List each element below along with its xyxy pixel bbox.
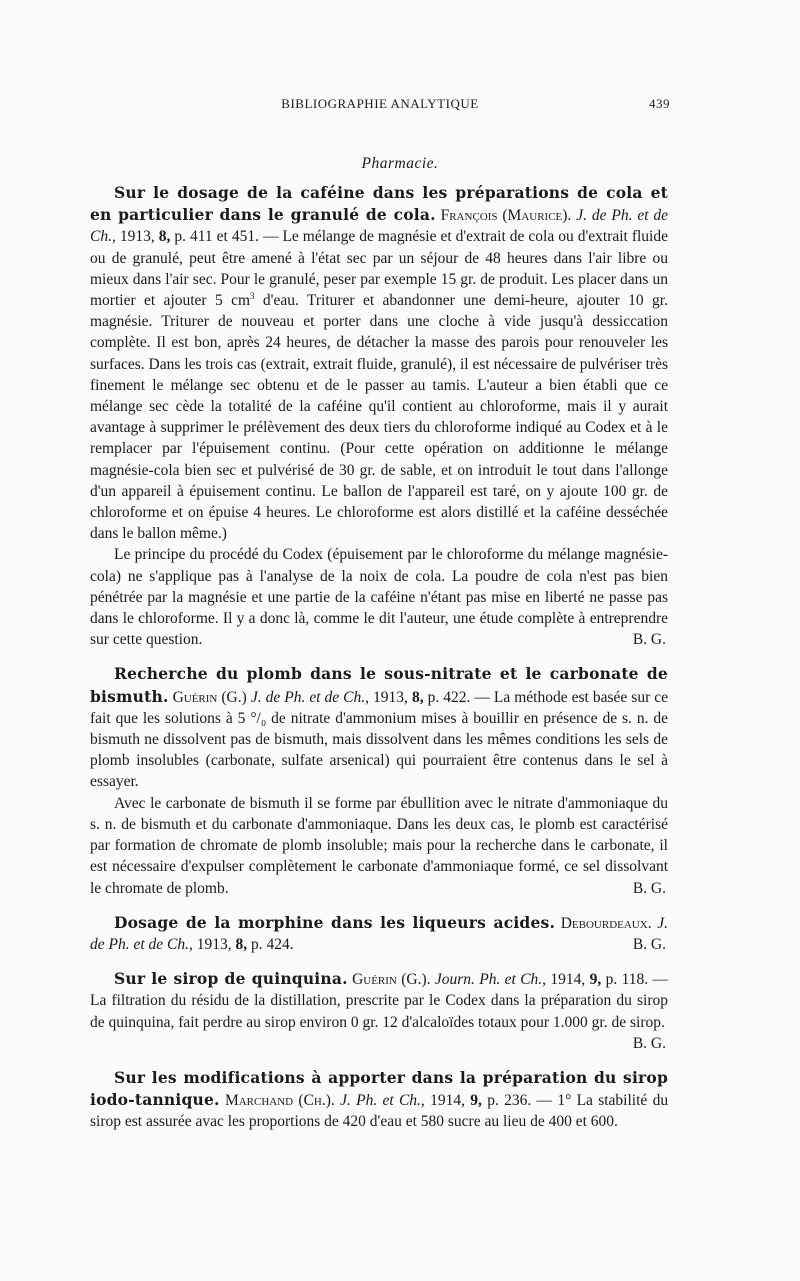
entry-title: Sur les modifications à apporter dans la préparation du sirop iodo-tannique. xyxy=(90,1067,668,1110)
entry-year: 1914, xyxy=(550,971,586,989)
page-number: 439 xyxy=(649,96,670,111)
running-title: BIBLIOGRAPHIE ANALYTIQUE xyxy=(281,96,479,111)
entry-volume: 9, xyxy=(589,971,602,989)
entry-journal: J. de Ph. et de Ch., xyxy=(250,688,370,706)
entry-pages: p. 118. xyxy=(605,971,649,989)
entry-paragraph xyxy=(90,182,668,544)
entry-morphine xyxy=(90,912,668,955)
entry-pages: p. 424. xyxy=(251,935,294,953)
entry-text: — La méthode est basée sur ce fait que les solutions à 5 °/₀ de nitrate d'ammonium mises à bouillir en présence de s. n. de bismuth ne dissolvent pas de bismuth, mais dissolvent dans les mêmes conditions les sels de plomb insolubles (carbonate, sulfate arsenical) qui pourraient être contenus dans le sel à essayer. xyxy=(90,688,669,791)
entry-pages: p. 411 et 451. xyxy=(174,228,259,246)
entry-text: — Le mélange de magnésie et d'extrait de cola ou d'extrait fluide ou de granulé, peut être amené à l'état sec par un séjour de 48 heures dans l'air libre ou mieux dans l'air sec. Pour le granulé, peser par exemple 15 gr. de produit. Les placer dans un mortier et ajouter 5 cm xyxy=(90,228,668,310)
entry-pages: p. 422. xyxy=(427,688,471,706)
entry-year: 1913, xyxy=(196,935,232,953)
entry-pages: p. 236. xyxy=(487,1092,532,1110)
entry-volume: 8, xyxy=(235,935,248,953)
entry-volume: 9, xyxy=(470,1092,482,1110)
entry-year: 1913, xyxy=(119,228,155,246)
entry-volume: 8, xyxy=(411,688,424,706)
entry-journal: J. de Ph. et de Ch., xyxy=(90,207,669,246)
entry-paragraph xyxy=(90,968,669,1052)
entry-caffeine-cola xyxy=(90,182,668,650)
entry-author: Guérin (G.). xyxy=(352,971,431,989)
entry-author: Debourdeaux. xyxy=(560,914,652,932)
entry-text: Avec le carbonate de bismuth il se forme par ébullition avec le nitrate d'ammoniaque du s. n. de bismuth et du carbonate d'ammoniaque. Dans les deux cas, le plomb est caractérisé par formation de chromate de plomb insoluble; mais pour la recherche dans le carbonate, il est nécessaire d'expulser complètement le carbonate d'ammoniaque formé, ce sel dissolvant le chromate de plomb. xyxy=(90,794,668,897)
entry-title: Sur le sirop de quinquina. xyxy=(114,969,348,989)
entry-iodo-tannique xyxy=(90,1067,668,1133)
entry-title: Dosage de la morphine dans les liqueurs acides. xyxy=(114,912,556,932)
entry-year: 1914, xyxy=(430,1092,465,1110)
entry-author: Marchand (Ch.). xyxy=(224,1092,335,1110)
entry-signature: B. G. xyxy=(632,631,666,649)
entry-year: 1913, xyxy=(373,688,408,706)
entry-text: — 1° La stabilité du sirop est assurée avac les proportions de 420 d'eau et 580 sucre au lieu de 400 et 600. xyxy=(90,1092,669,1131)
entry-signature: B. G. xyxy=(632,879,666,897)
entry-paragraph xyxy=(90,544,668,650)
entry-title: Recherche du plomb dans le sous-nitrate et le carbonate de bismuth. xyxy=(90,664,668,706)
entry-paragraph xyxy=(90,663,668,792)
entry-text: d'eau. Triturer et abandonner une demi-heure, ajouter 10 gr. magnésie. Triturer de nouveau et porter dans une cloche à vide jusqu'à dessiccation complète. Il est bon, après 24 heures, de détacher la masse des parois pour renouveler les surfaces. Dans les trois cas (extrait, extrait fluide, granulé), il est nécessaire de pulvériser très finement le mélange sec obtenu et de le passer au tamis. L'auteur a bien établi que ce mélange sec cède la totalité de la caféine qu'il contient au chloroforme, mais il y aurait avantage à supprimer le prélèvement des deux tiers du chloroforme indiqué au Codex et à le remplacer par l'épuisement continu. (Pour cette opération on additionne le mélange magnésie-cola bien sec et pulvérisé de 30 gr. de sable, et on introduit le tout dans l'allonge d'un appareil à épuisement continu. Le ballon de l'appareil est taré, on y ajoute 100 gr. de chloroforme et on épuise 4 heures. Le chloroforme est alors distillé et la caféine desséchée dans le ballon même.) xyxy=(90,292,668,543)
entry-signature: B. G. xyxy=(632,935,666,953)
entry-journal: Journ. Ph. et Ch., xyxy=(434,971,547,989)
entry-paragraph xyxy=(90,793,668,899)
entry-text: — La filtration du résidu de la distillation, prescrite par le Codex dans la préparation du sirop de quinquina, fait perdre au sirop environ 0 gr. 12 d'alcaloïdes totaux pour 1.000 gr. de sirop. xyxy=(90,971,669,1031)
running-header xyxy=(90,96,670,114)
entry-title: Sur le dosage de la caféine dans les préparations de cola et en particulier dans le granulé de cola. xyxy=(90,183,668,225)
entry-author: François (Maurice). xyxy=(440,207,572,225)
entry-lead-bismuth xyxy=(90,663,668,898)
entry-text: Le principe du procédé du Codex (épuisement par le chloroforme du mélange magnésie-cola) ne s'applique pas à l'analyse de la noix de cola. La poudre de cola n'est pas bien pénétrée par la magnésie et une partie de la caféine n'étant pas mise en liberté ne passe pas dans le chloroforme. Il y a donc là, comme le dit l'auteur, une étude complète à entreprendre sur cette question. xyxy=(90,546,668,649)
entry-paragraph xyxy=(90,912,668,955)
entry-journal: J. de Ph. et de Ch., xyxy=(90,914,669,953)
entry-quinquina xyxy=(90,968,668,1054)
article-body xyxy=(90,182,668,1146)
entry-author: Guérin (G.) xyxy=(172,688,247,706)
entry-volume: 8, xyxy=(158,228,171,246)
superscript: 3 xyxy=(250,290,255,301)
section-title: Pharmacie. xyxy=(361,155,439,172)
entry-signature: B. G. xyxy=(632,1034,666,1052)
entry-journal: J. Ph. et Ch., xyxy=(340,1092,425,1110)
entry-paragraph xyxy=(90,1067,668,1133)
